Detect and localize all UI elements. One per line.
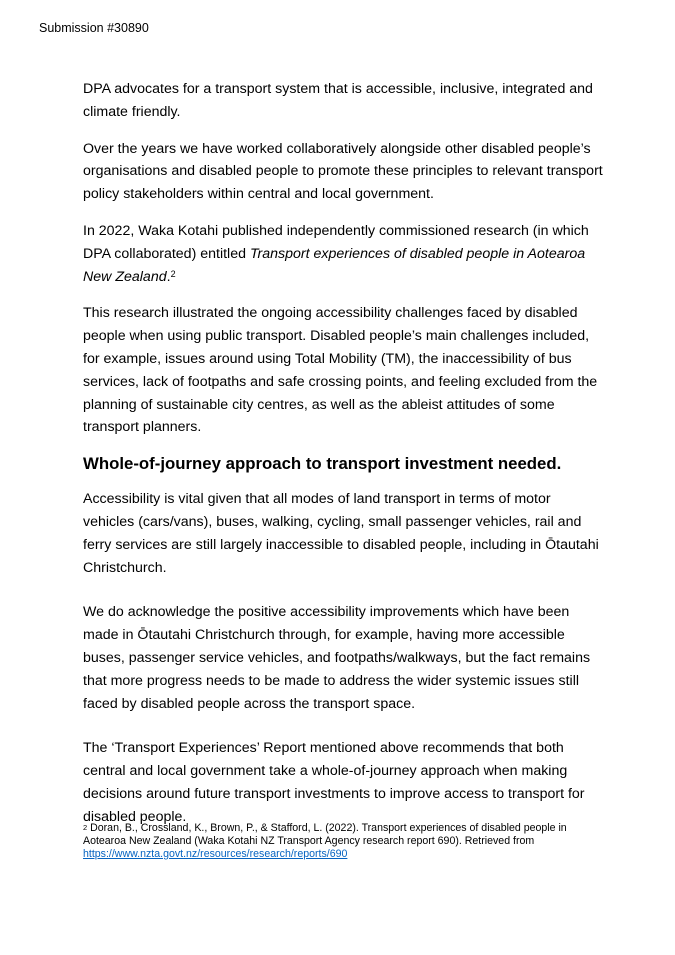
footnote-link[interactable]: https://www.nzta.govt.nz/resources/research/reports/690 <box>83 848 348 860</box>
footnote-text: Doran, B., Crossland, K., Brown, P., & Stafford, L. (2022). Transport experiences of disabled people in Aotearoa New Zealand (Waka Kotahi NZ Transport Agency research report 690). Retrieved from <box>83 822 567 847</box>
paragraph-challenges: This research illustrated the ongoing accessibility challenges faced by disabled people when using public transport. Disabled people’s main challenges included, for example, issues around using Total Mobility (TM), the inaccessibility of bus services, lack of footpaths and safe crossing points, and feeling excluded from the planning of sustainable city centres, as well as the ableist attitudes of some transport planners. <box>83 305 598 436</box>
paragraph-improvements: We do acknowledge the positive accessibility improvements which have been made in Ōtautahi Christchurch through, for example, having more accessible buses, passenger service vehicles, and footpaths/walkways, but the fact remains that more progress needs to be made to address the wider systemic issues still faced by disabled people across the transport space. <box>83 604 591 712</box>
footnote-number: 2 <box>83 823 88 832</box>
document-body <box>83 78 603 843</box>
footnote <box>83 822 603 861</box>
paragraph-recommendation: The ‘Transport Experiences’ Report mentioned above recommends that both central and local government take a whole-of-journey approach when making decisions around future transport investments to improve access to transport for disabled people. <box>83 740 585 825</box>
submission-header: Submission #30890 <box>39 21 149 35</box>
research-period: . <box>166 268 171 285</box>
research-intro-text: In 2022, Waka Kotahi published independently commissioned research (in which DPA collaborated) entitled <box>83 222 589 262</box>
paragraph-collaboration: Over the years we have worked collaboratively alongside other disabled people’s organisations and disabled people to promote these principles to relevant transport policy stakeholders within central and local government. <box>83 140 603 203</box>
paragraph-research <box>83 220 603 288</box>
research-title: Transport experiences of disabled people in Aotearoa New Zealand <box>83 245 586 285</box>
section-heading: Whole-of-journey approach to transport investment needed. <box>83 454 562 474</box>
footnote-reference[interactable]: 2 <box>170 268 176 279</box>
paragraph-advocacy: DPA advocates for a transport system that is accessible, inclusive, integrated and climate friendly. <box>83 81 593 120</box>
paragraph-accessibility: Accessibility is vital given that all modes of land transport in terms of motor vehicles (cars/vans), buses, walking, cycling, small passenger vehicles, rail and ferry services are still largely inaccessible to disabled people, including in Ōtautahi Christchurch. <box>83 491 599 576</box>
